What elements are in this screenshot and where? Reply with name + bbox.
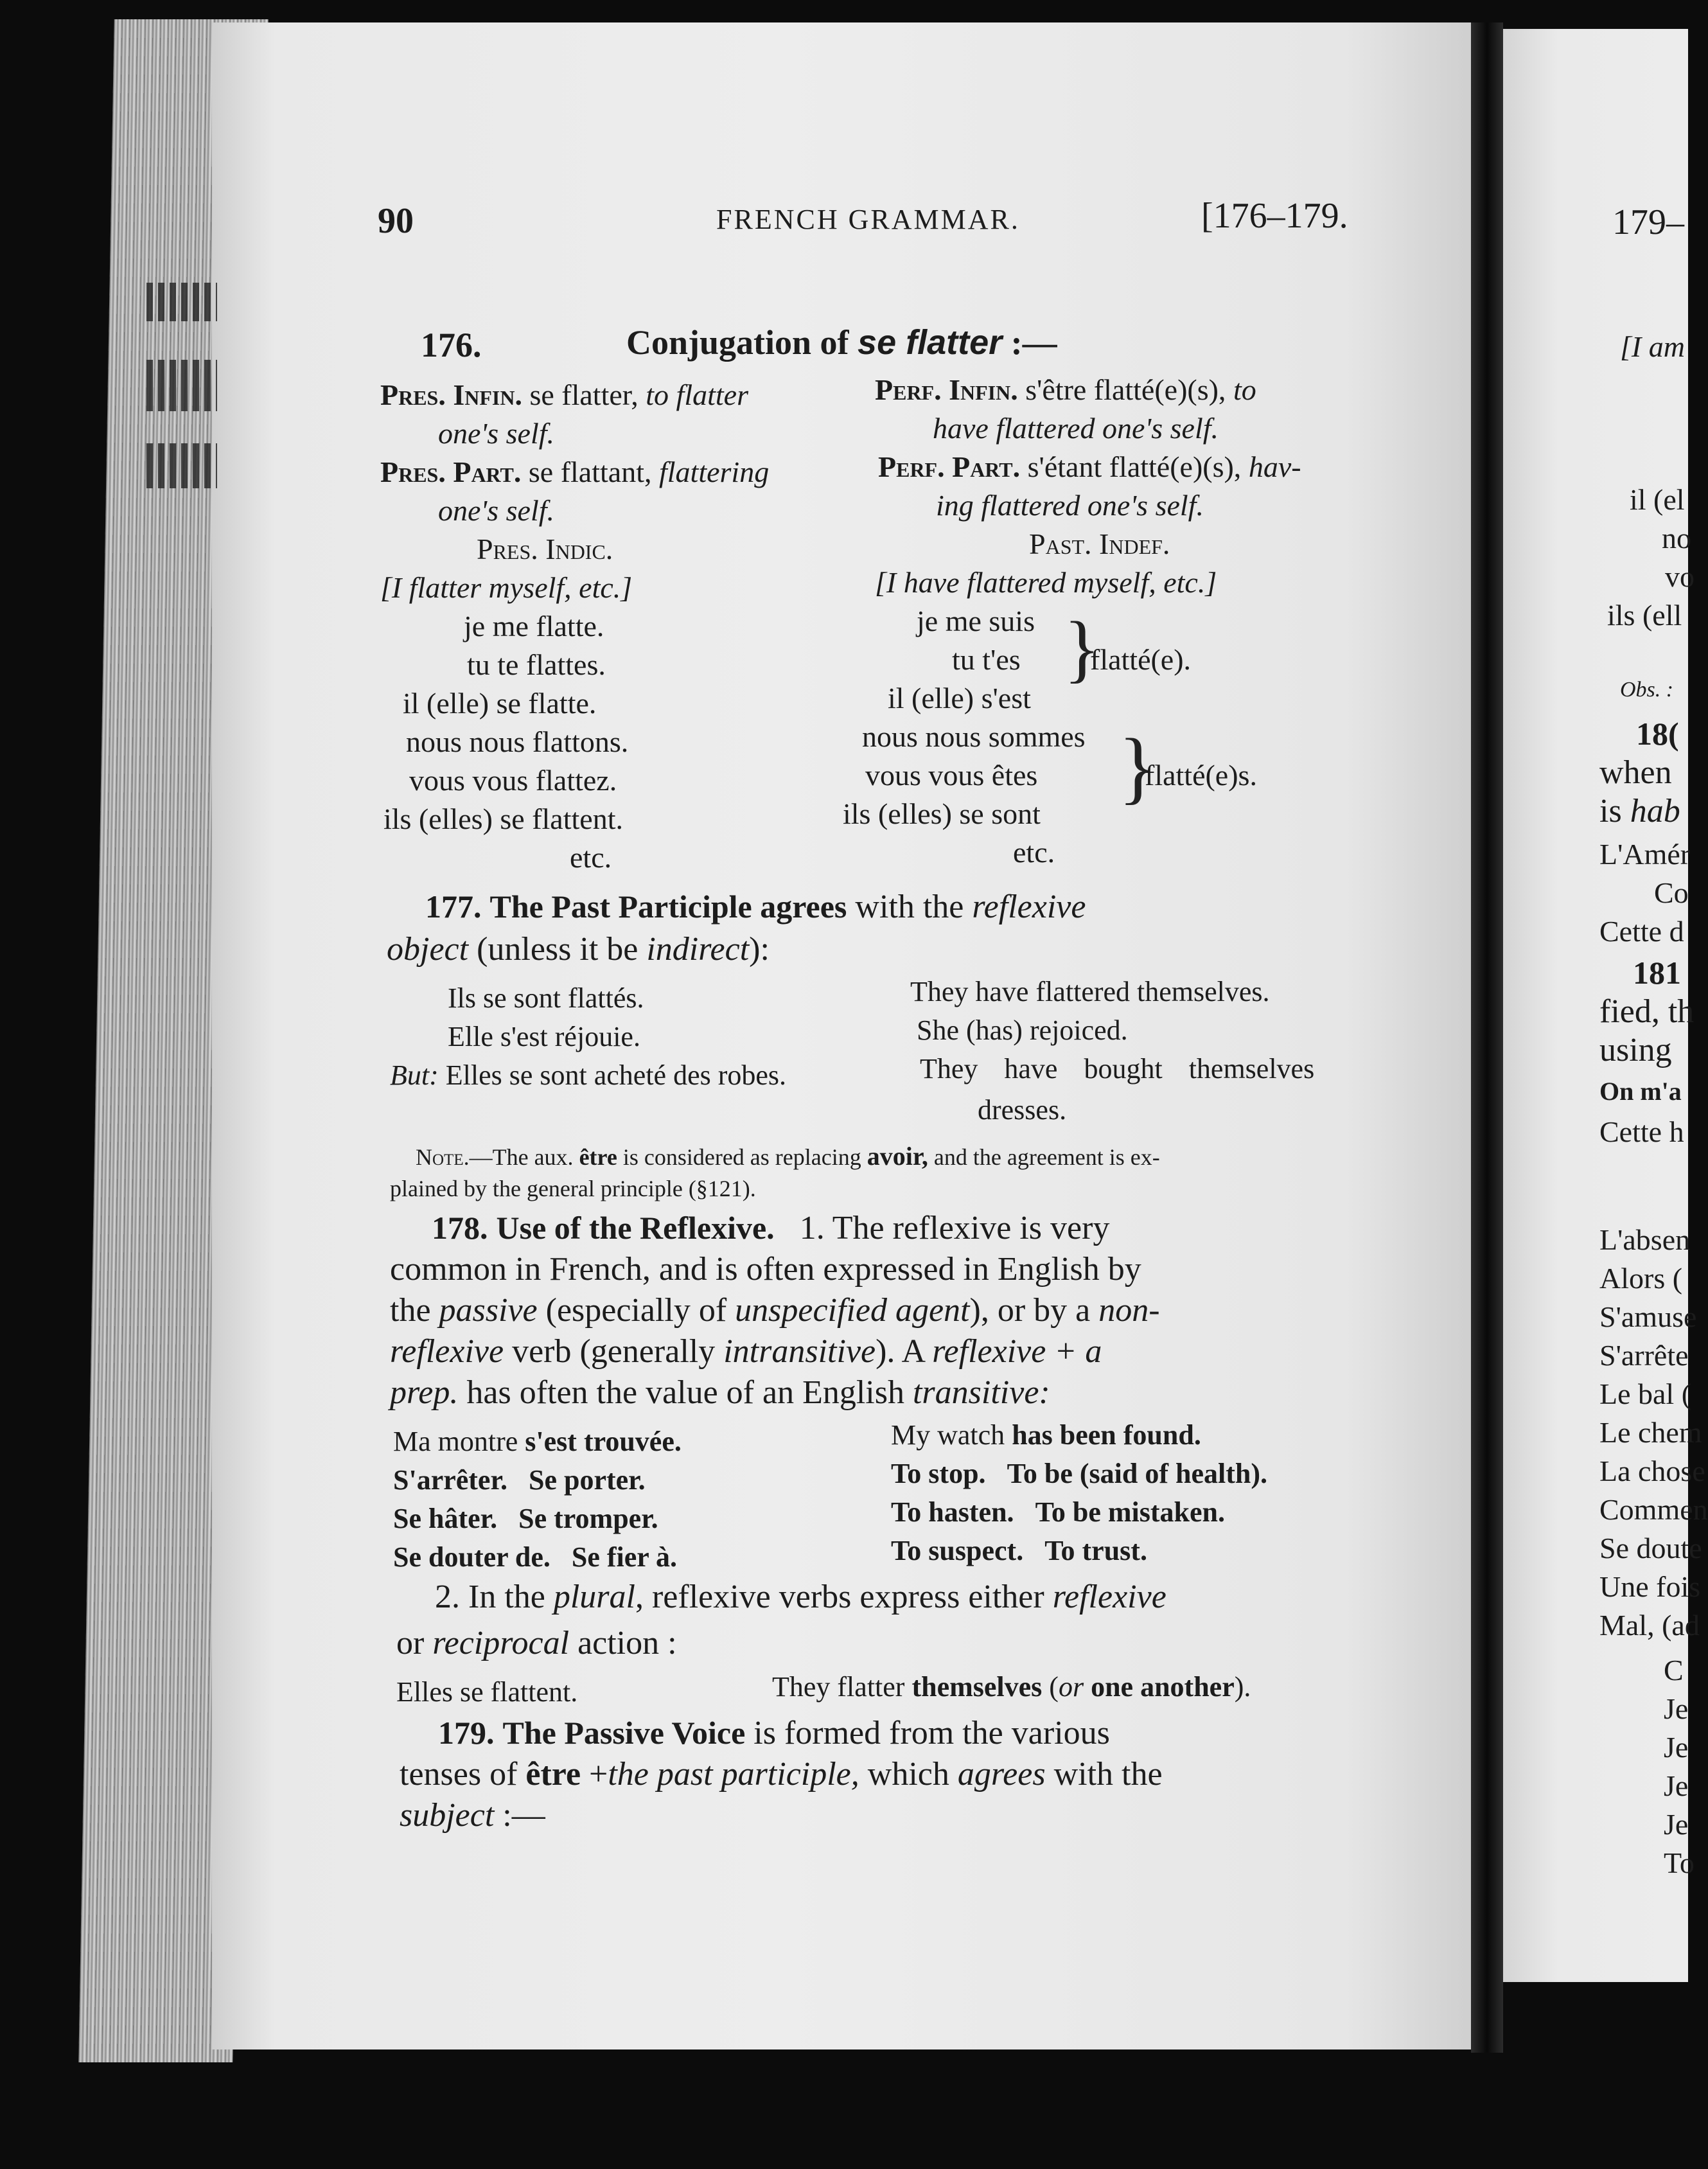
- section-178-p2-line1: 2. In the plural, reflexive verbs express either reflexive: [435, 1579, 1167, 1615]
- running-title: FRENCH GRAMMAR.: [716, 204, 1020, 235]
- example-fr: Elle s'est réjouie.: [448, 1021, 640, 1052]
- section-178-line5: prep. has often the value of an English transitive:: [390, 1374, 1050, 1411]
- right-page-line: ils (ell: [1607, 599, 1682, 632]
- right-page-list-item: Mal, (ad: [1599, 1609, 1700, 1642]
- pres-part-gloss: one's self.: [438, 494, 555, 527]
- right-page-list-item: La chose: [1599, 1455, 1705, 1487]
- right-page-gloss: [I am: [1620, 330, 1685, 363]
- margin-stamp-mark: [146, 283, 217, 321]
- verb-pair-fr: S'arrêter. Se porter.: [393, 1464, 646, 1496]
- reflexive-example-en: My watch has been found.: [891, 1419, 1201, 1451]
- right-page-list-item: Commen: [1599, 1493, 1708, 1526]
- section-179-line3: subject :—: [400, 1797, 545, 1834]
- section-179-line2: tenses of être +the past participle, which agrees with the: [400, 1756, 1163, 1793]
- singular-participle: flatté(e).: [1090, 643, 1192, 676]
- verb-pair-en: To stop. To be (said of health).: [891, 1458, 1267, 1489]
- right-page-line: On m'a: [1599, 1077, 1682, 1106]
- example-en: She (has) rejoiced.: [917, 1014, 1128, 1046]
- section-177-line2: object (unless it be indirect):: [387, 931, 770, 968]
- right-page-line: using: [1599, 1032, 1672, 1068]
- section-176-number: 176.: [421, 326, 482, 364]
- verb-pair-fr: Se douter de. Se fier à.: [393, 1541, 677, 1573]
- conj-form: nous nous flattons.: [406, 725, 629, 758]
- right-page-line: vo: [1665, 560, 1695, 593]
- right-page-line: Je: [1664, 1731, 1689, 1764]
- right-page-line: fied, th: [1599, 993, 1695, 1030]
- right-page-list-item: Une fois: [1599, 1570, 1701, 1603]
- right-page: [1503, 29, 1708, 1982]
- conj-etc: etc.: [570, 841, 612, 874]
- right-page-line: il (el: [1630, 483, 1685, 516]
- section-range: [176–179.: [1201, 196, 1348, 236]
- conj-form: tu te flattes.: [467, 648, 606, 681]
- perf-infin-gloss: have flattered one's self.: [933, 412, 1219, 445]
- right-page-list-item: Se doute: [1599, 1532, 1702, 1564]
- right-page-line: C: [1664, 1654, 1684, 1687]
- pres-indic-gloss: [I flatter myself, etc.]: [380, 571, 633, 604]
- section-178-line3: the passive (especially of unspecified agent), or by a non-: [390, 1292, 1160, 1329]
- perf-part-line: Perf. Part. s'étant flatté(e)(s), hav-: [878, 450, 1301, 483]
- past-indef-gloss: [I have flattered myself, etc.]: [875, 566, 1217, 599]
- note-line1: Note.—The aux. être is considered as replacing avoir, and the agreement is ex-: [416, 1142, 1160, 1171]
- right-page-line: Cette h: [1599, 1115, 1684, 1148]
- reflexive-example-fr: Ma montre s'est trouvée.: [393, 1426, 682, 1457]
- conj-form: je me flatte.: [464, 610, 604, 642]
- conj-form: vous vous êtes: [865, 759, 1038, 792]
- plural-example-fr: Elles se flattent.: [396, 1676, 578, 1708]
- right-page-line: To: [1664, 1846, 1695, 1879]
- right-page-list-item: S'amuse: [1599, 1300, 1697, 1333]
- right-page-line: Je: [1664, 1808, 1689, 1841]
- right-page-line: L'Amér: [1599, 838, 1691, 871]
- right-page-line: no: [1662, 522, 1691, 554]
- conj-form: vous vous flattez.: [409, 764, 617, 797]
- pres-infin-gloss: one's self.: [438, 417, 555, 450]
- section-178-line1: 178. Use of the Reflexive. 1. The reflexive is very: [432, 1210, 1110, 1246]
- conj-etc: etc.: [1013, 836, 1055, 869]
- example-en: They have bought themselves: [920, 1053, 1315, 1084]
- conj-form: ils (elles) se flattent.: [383, 802, 623, 835]
- right-page-list-item: Alors (: [1599, 1262, 1683, 1295]
- perf-infin-line: Perf. Infin. s'être flatté(e)(s), to: [875, 373, 1256, 406]
- page-number: 90: [378, 201, 414, 241]
- past-indef-label: Past. Indef.: [1029, 527, 1170, 560]
- note-line2: plained by the general principle (§121).: [390, 1176, 756, 1201]
- section-177-line1: 177. The Past Participle agrees with the reflexive: [425, 889, 1086, 925]
- pres-indic-label: Pres. Indic.: [477, 533, 613, 565]
- right-page-line: is hab: [1599, 793, 1680, 829]
- conj-form: nous nous sommes: [862, 720, 1086, 753]
- conj-form: je me suis: [917, 605, 1035, 637]
- right-page-section-num: 18(: [1636, 716, 1679, 752]
- right-page-list-item: S'arrête: [1599, 1339, 1689, 1372]
- right-page-list-item: L'absen: [1599, 1223, 1691, 1256]
- brace-singular: }: [1064, 606, 1100, 690]
- right-page-line: Co: [1654, 876, 1689, 909]
- right-page-list-item: Le chem: [1599, 1416, 1702, 1449]
- right-page-header: 179–: [1612, 202, 1684, 242]
- verb-pair-fr: Se hâter. Se tromper.: [393, 1503, 658, 1534]
- right-page-line: Cette d: [1599, 915, 1684, 948]
- example-fr: Ils se sont flattés.: [448, 982, 644, 1014]
- perf-part-gloss: ing flattered one's self.: [936, 489, 1204, 522]
- conj-form: tu t'es: [952, 643, 1021, 676]
- section-178-line2: common in French, and is often expressed in English by: [390, 1251, 1141, 1288]
- conj-form: il (elle) se flatte.: [403, 687, 597, 720]
- plural-participle: flatté(e)s.: [1145, 759, 1257, 792]
- right-page-line: when: [1599, 754, 1672, 791]
- conj-form: ils (elles) se sont: [843, 797, 1041, 830]
- right-page-obs: Obs. :: [1620, 678, 1674, 702]
- right-page-section-num: 181: [1633, 955, 1681, 991]
- example-en: They have flattered themselves.: [910, 976, 1270, 1007]
- pres-part-line: Pres. Part. se flattant, flattering: [380, 456, 770, 488]
- verb-pair-en: To suspect. To trust.: [891, 1535, 1147, 1566]
- section-176-title: Conjugation of se flatter :—: [626, 323, 1057, 362]
- section-178-p2-line2: or reciprocal action :: [396, 1625, 677, 1661]
- verb-pair-en: To hasten. To be mistaken.: [891, 1496, 1225, 1528]
- section-178-line4: reflexive verb (generally intransitive). A reflexive + a: [390, 1333, 1102, 1370]
- margin-stamp-mark: [146, 360, 217, 411]
- brace-plural: }: [1118, 723, 1158, 812]
- section-179-line1: 179. The Passive Voice is formed from the various: [438, 1715, 1110, 1751]
- plural-example-en: They flatter themselves (or one another).: [772, 1671, 1251, 1703]
- example-fr: But: Elles se sont acheté des robes.: [390, 1059, 787, 1091]
- margin-stamp-mark: [146, 443, 217, 488]
- right-page-list-item: Le bal (: [1599, 1377, 1692, 1410]
- conj-form: il (elle) s'est: [888, 682, 1031, 714]
- right-page-line: Je: [1664, 1769, 1689, 1802]
- example-en-cont: dresses.: [978, 1094, 1067, 1126]
- pres-infin-line: Pres. Infin. se flatter, to flatter: [380, 378, 748, 411]
- right-page-line: Je: [1664, 1692, 1689, 1725]
- book-gutter: [1471, 22, 1503, 2053]
